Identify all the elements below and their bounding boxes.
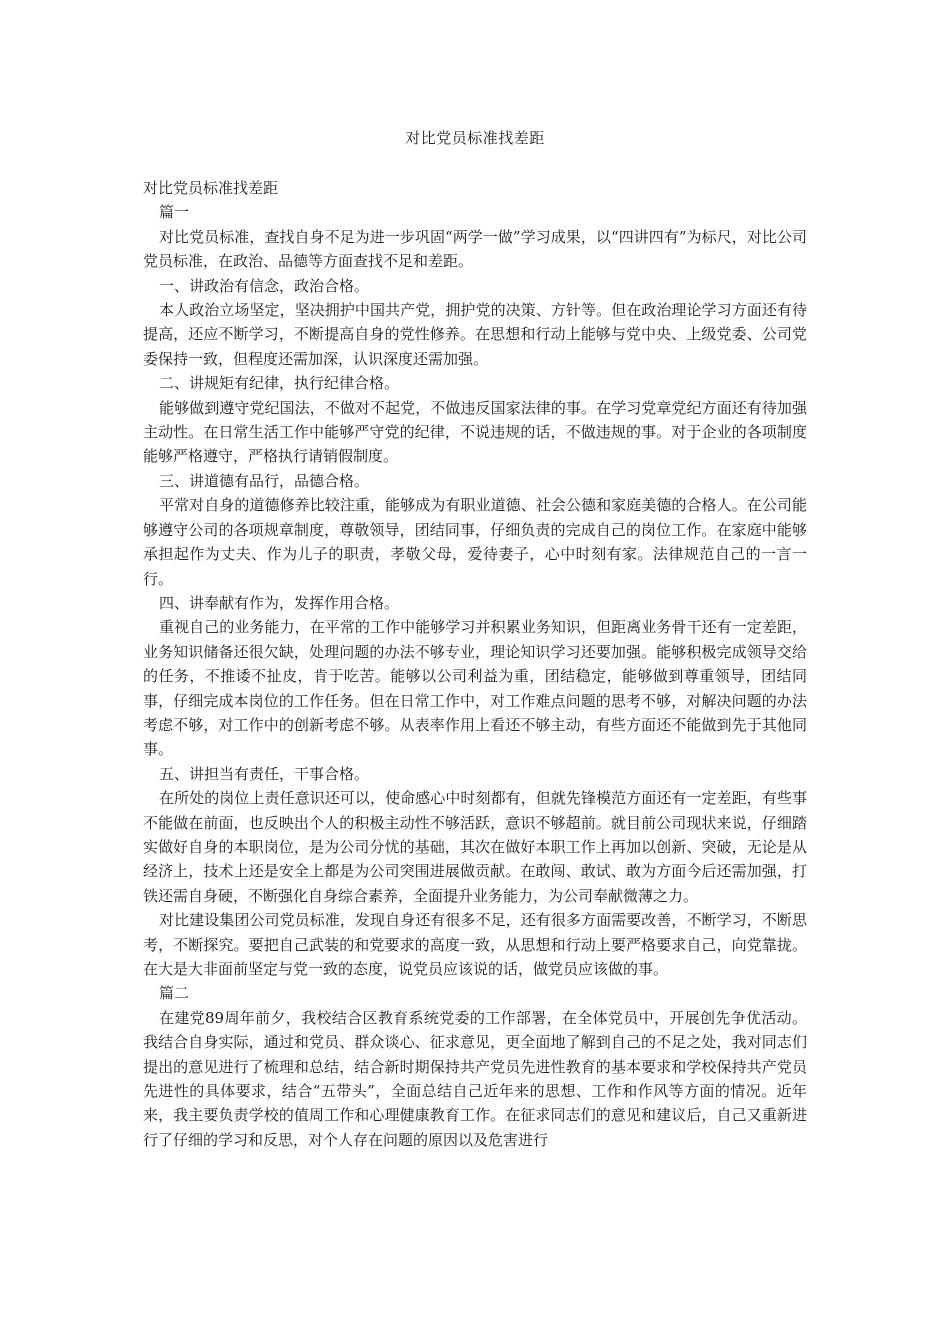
paragraph: 能够做到遵守党纪国法，不做对不起党，不做违反国家法律的事。在学习党章党纪方面还有待加强主动性。在日常生活工作中能够严守党的纪律，不说违规的话，不做违规的事。对于企业的各项制度能够严格遵守，严格执行请销假制度。 [143, 398, 807, 466]
paragraph: 一、讲政治有信念，政治合格。 [159, 276, 370, 295]
paragraph: 三、讲道德有品行，品德合格。 [159, 471, 370, 490]
paragraph: 平常对自身的道德修养比较注重，能够成为有职业道德、社会公德和家庭美德的合格人。在公司能够遵守公司的各项规章制度，尊敬领导，团结同事，仔细负责的完成自己的岗位工作。在家庭中能够承担起作为丈夫、作为儿子的职责，孝敬父母，爱待妻子，心中时刻有家。法律规范自己的一言一行。 [143, 496, 807, 588]
paragraph: 对比党员标准找差距 [143, 179, 279, 197]
paragraph: 对比党员标准，查找自身不足为进一步巩固“两学一做”学习成果，以“四讲四有”为标尺，对比公司党员标准，在政治、品德等方面查找不足和差距。 [143, 227, 807, 271]
document-body [143, 176, 807, 1152]
paragraph: 在建党89周年前夕，我校结合区教育系统党委的工作部署，在全体党员中，开展创先争优活动。我结合自身实际，通过和党员、群众谈心、征求意见，更全面地了解到自己的不足之处，我对同志们提出的意见进行了梳理和总结，结合新时期保持共产党员先进性教育的基本要求和学校保持共产党员先进性的具体要求，结合“五带头”，全面总结自己近年来的思想、工作和作风等方面的情况。近年来，我主要负责学校的值周工作和心理健康教育工作。在征求同志们的意见和建议后，自己又重新进行了仔细的学习和反思，对个人存在问题的原因以及危害进行 [143, 1008, 807, 1149]
page-title: 对比党员标准找差距 [405, 129, 545, 147]
paragraph: 本人政治立场坚定，坚决拥护中国共产党，拥护党的决策、方针等。但在政治理论学习方面还有待提高，还应不断学习，不断提高自身的党性修养。在思想和行动上能够与党中央、上级党委、公司党委保持一致，但程度还需加深，认识深度还需加强。 [143, 301, 807, 368]
paragraph: 五、讲担当有责任，干事合格。 [159, 764, 370, 783]
paragraph: 篇二 [159, 984, 190, 1003]
paragraph: 篇一 [159, 203, 190, 222]
paragraph: 四、讲奉献有作为，发挥作用合格。 [159, 593, 400, 612]
paragraph: 二、讲规矩有纪律，执行纪律合格。 [159, 374, 400, 393]
paragraph: 在所处的岗位上责任意识还可以，使命感心中时刻都有，但就先锋模范方面还有一定差距，有些事不能做在前面，也反映出个人的积极主动性不够活跃，意识不够超前。就目前公司现状来说，仔细踏实做好自身的本职岗位，是为公司分忧的基础，其次在做好本职工作上再加以创新、突破，无论是从经济上，技术上还是安全上都是为公司突围进展做贡献。在敢闯、敢试、敢为方面今后还需加强，打铁还需自身硬，不断强化自身综合素养，全面提升业务能力，为公司奉献微薄之力。 [143, 789, 807, 905]
paragraph: 重视自己的业务能力，在平常的工作中能够学习并积累业务知识，但距离业务骨干还有一定差距，业务知识储备还很欠缺，处理问题的办法不够专业，理论知识学习还要加强。能够积极完成领导交给的任务，不推诿不扯皮，肯于吃苦。能够以公司利益为重，团结稳定，能够做到尊重领导，团结同事，仔细完成本岗位的工作任务。但在日常工作中，对工作难点问题的思考不够，对解决问题的办法考虑不够，对工作中的创新考虑不够。从表率作用上看还不够主动，有些方面还不能做到先于其他同事。 [143, 618, 807, 759]
paragraph: 对比建设集团公司党员标准，发现自身还有很多不足，还有很多方面需要改善，不断学习，不断思考，不断探究。要把自己武装的和党要求的高度一致，从思想和行动上要严格要求自己，向党靠拢。在大是大非面前坚定与党一致的态度，说党员应该说的话，做党员应该做的事。 [143, 911, 807, 978]
